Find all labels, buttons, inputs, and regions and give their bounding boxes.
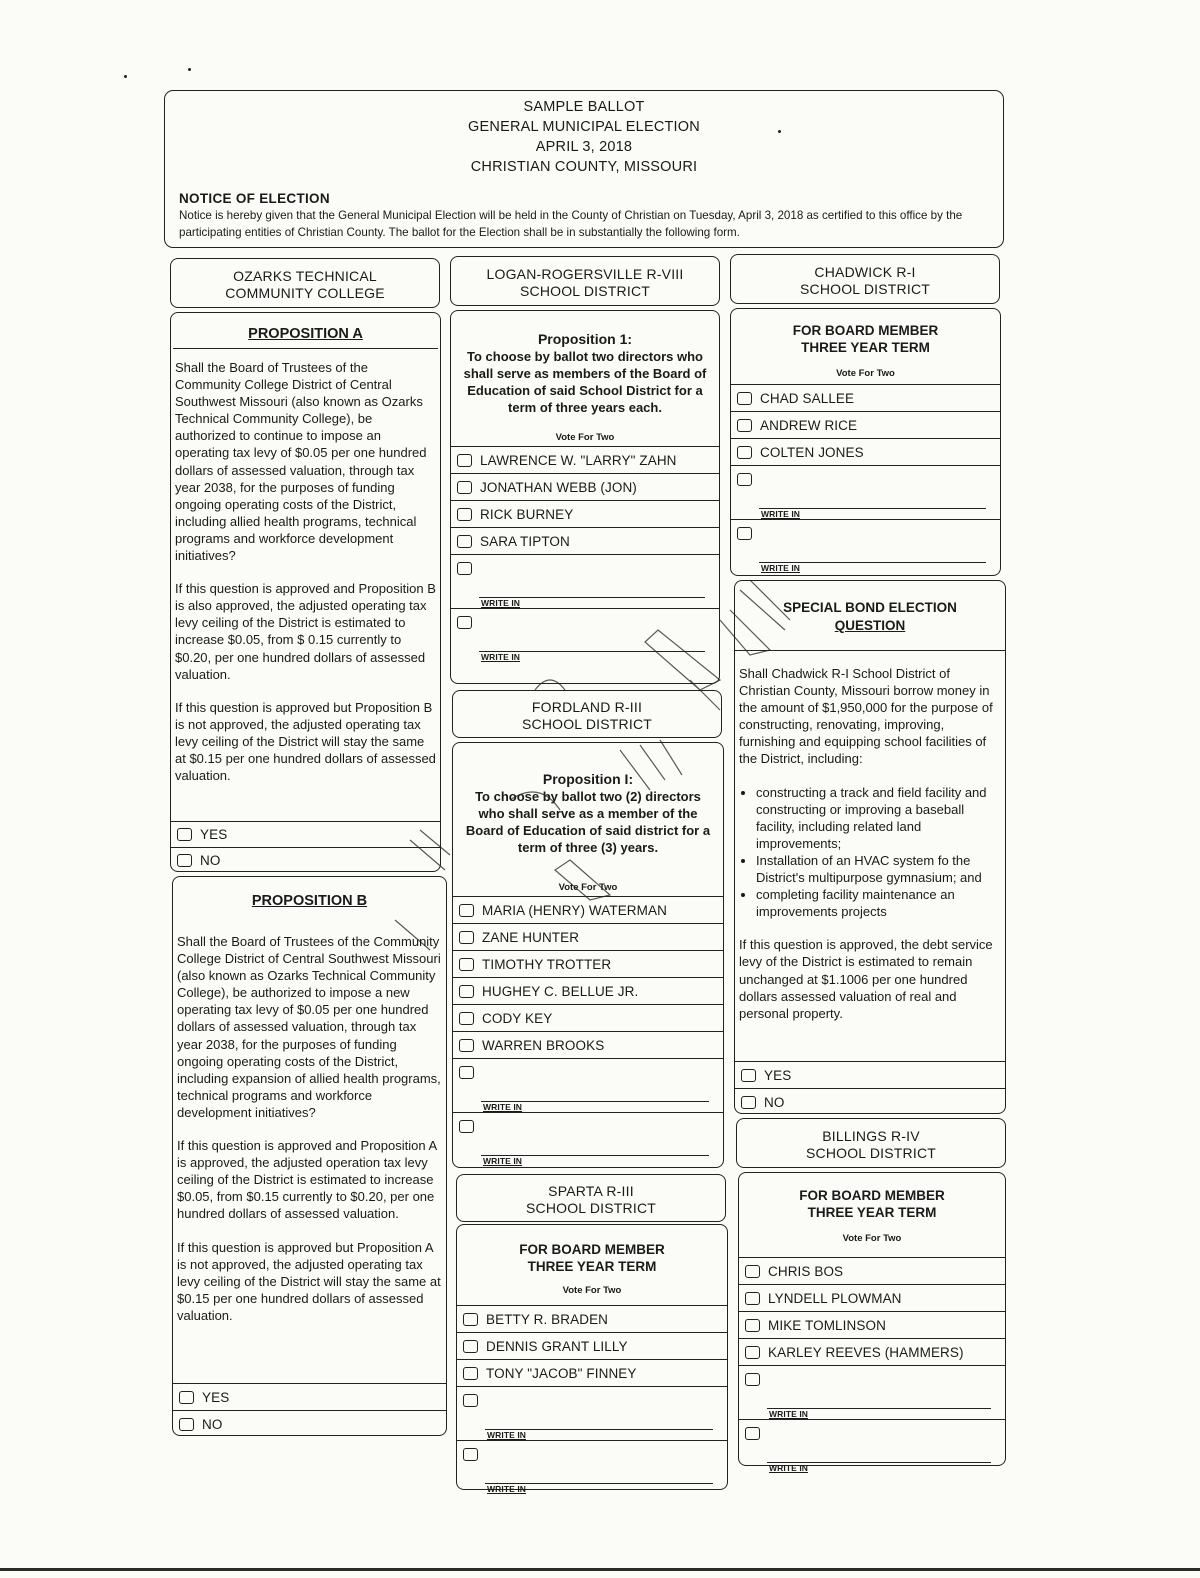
notice-title: NOTICE OF ELECTION (179, 191, 330, 206)
logan-candidate-row[interactable]: SARA TIPTON (451, 527, 719, 554)
write-in-label: WRITE IN (481, 598, 521, 608)
notice-text: Notice is hereby given that the General Municipal Election will be held in the County of Christian on Tuesday, April 3, 2018 as certified to this office by the participating entities of Christian County. The ballot for the Election shall be in substantially the following form. (179, 209, 963, 239)
proposition-a-heading: PROPOSITION A (173, 313, 438, 349)
checkbox[interactable] (459, 1120, 474, 1133)
chadwick-contest-box (730, 308, 1001, 576)
checkbox[interactable] (463, 1367, 478, 1380)
chadwick-write-in-row[interactable] (731, 519, 1000, 573)
election-name: GENERAL MUNICIPAL ELECTION (468, 119, 700, 135)
fordland-candidate-row[interactable]: TIMOTHY TROTTER (453, 950, 723, 977)
proposition-b-yes-option[interactable]: YES (173, 1383, 446, 1410)
fordland-prop-text: To choose by ballot two (2) directors who shall serve as a member of the Board of Education of said district for a term of three (3) years. (465, 789, 711, 855)
sparta-write-in-row[interactable] (457, 1440, 727, 1494)
fordland-candidate-row[interactable]: MARIA (HENRY) WATERMAN (453, 896, 723, 923)
billings-write-in-row[interactable] (739, 1419, 1005, 1473)
checkbox[interactable] (745, 1292, 760, 1305)
fordland-write-in-row[interactable] (453, 1112, 723, 1166)
checkbox[interactable] (737, 527, 752, 540)
billings-office-line1: FOR BOARD MEMBER (799, 1188, 945, 1203)
logan-write-in-row[interactable] (451, 554, 719, 608)
chadwick-office-line2: THREE YEAR TERM (801, 340, 930, 355)
proposition-a-yes-option[interactable]: YES (171, 821, 440, 847)
chadwick-candidate-row[interactable]: COLTEN JONES (731, 438, 1000, 465)
sparta-office-line2: THREE YEAR TERM (527, 1259, 657, 1274)
checkbox[interactable] (459, 958, 474, 971)
election-date: APRIL 3, 2018 (535, 139, 633, 155)
fordland-candidate-row[interactable]: WARREN BROOKS (453, 1031, 723, 1058)
scan-speck (124, 75, 127, 78)
logan-candidate-row[interactable]: JONATHAN WEBB (JON) (451, 473, 719, 500)
billings-district-header: BILLINGS R-IV SCHOOL DISTRICT (736, 1118, 1006, 1168)
checkbox[interactable] (459, 904, 474, 917)
sparta-candidate-row[interactable]: TONY "JACOB" FINNEY (457, 1359, 727, 1386)
proposition-a-box (170, 312, 441, 872)
sparta-contest-box (456, 1224, 728, 1494)
ballot-title: SAMPLE BALLOT (523, 99, 645, 115)
sparta-candidate-row[interactable]: DENNIS GRANT LILLY (457, 1332, 727, 1359)
checkbox[interactable] (463, 1340, 478, 1353)
checkbox[interactable] (177, 828, 192, 841)
write-in-label: WRITE IN (769, 1409, 809, 1419)
checkbox[interactable] (459, 1012, 474, 1025)
checkbox[interactable] (177, 854, 192, 867)
write-in-label: WRITE IN (487, 1430, 527, 1440)
ballot-header (164, 90, 1004, 248)
checkbox[interactable] (179, 1418, 194, 1431)
chadwick-bond-box (734, 580, 1006, 1114)
proposition-a-no-option[interactable]: NO (171, 847, 440, 873)
fordland-write-in-row[interactable] (453, 1058, 723, 1112)
logan-prop-text: To choose by ballot two directors who shall serve as members of the Board of Education of said School District for a term of three years each. (463, 349, 707, 415)
write-in-label: WRITE IN (487, 1484, 527, 1494)
checkbox[interactable] (741, 1069, 756, 1082)
checkbox[interactable] (457, 616, 472, 629)
bond-heading-line1: SPECIAL BOND ELECTION (783, 600, 957, 615)
logan-vote-for: Vote For Two (555, 432, 615, 443)
write-in-label: WRITE IN (481, 652, 521, 662)
logan-candidate-row[interactable]: LAWRENCE W. "LARRY" ZAHN (451, 446, 719, 473)
bond-yes-option[interactable]: YES (735, 1061, 1005, 1088)
checkbox[interactable] (457, 454, 472, 467)
chadwick-vote-for: Vote For Two (836, 368, 895, 379)
checkbox[interactable] (745, 1346, 760, 1359)
billings-contest-box (738, 1172, 1006, 1473)
fordland-candidate-row[interactable]: HUGHEY C. BELLUE JR. (453, 977, 723, 1004)
checkbox[interactable] (745, 1427, 760, 1440)
write-in-label: WRITE IN (769, 1463, 809, 1473)
write-in-label: WRITE IN (483, 1156, 523, 1166)
fordland-contest-box (452, 742, 724, 1168)
logan-prop-title: Proposition 1: (537, 331, 633, 347)
county-name: CHRISTIAN COUNTY, MISSOURI (470, 159, 698, 175)
billings-candidate-row[interactable]: LYNDELL PLOWMAN (739, 1284, 1005, 1311)
fordland-district-header: FORDLAND R-III SCHOOL DISTRICT (452, 690, 722, 738)
sparta-office-line1: FOR BOARD MEMBER (519, 1242, 665, 1257)
checkbox[interactable] (737, 473, 752, 486)
billings-candidate-row[interactable]: CHRIS BOS (739, 1257, 1005, 1284)
chadwick-candidate-row[interactable]: ANDREW RICE (731, 411, 1000, 438)
billings-candidate-row[interactable]: KARLEY REEVES (HAMMERS) (739, 1338, 1005, 1365)
chadwick-write-in-row[interactable] (731, 465, 1000, 519)
billings-write-in-row[interactable] (739, 1365, 1005, 1419)
checkbox[interactable] (745, 1319, 760, 1332)
checkbox[interactable] (457, 508, 472, 521)
checkbox[interactable] (737, 419, 752, 432)
checkbox[interactable] (459, 1039, 474, 1052)
sparta-candidate-row[interactable]: BETTY R. BRADEN (457, 1305, 727, 1332)
page-bottom-edge (0, 1568, 1200, 1571)
sparta-vote-for: Vote For Two (562, 1285, 622, 1296)
logan-write-in-row[interactable] (451, 608, 719, 662)
checkbox[interactable] (737, 392, 752, 405)
bond-no-option[interactable]: NO (735, 1088, 1005, 1115)
checkbox[interactable] (741, 1096, 756, 1109)
scan-speck (188, 68, 191, 71)
checkbox[interactable] (463, 1313, 478, 1326)
chadwick-district-header: CHADWICK R-I SCHOOL DISTRICT (730, 254, 1000, 304)
checkbox[interactable] (459, 1066, 474, 1079)
fordland-candidate-row[interactable]: CODY KEY (453, 1004, 723, 1031)
bond-bullet-item: • completing facility maintenance an improvements projects (756, 886, 1001, 920)
write-in-label: WRITE IN (761, 509, 801, 519)
billings-candidate-row[interactable]: MIKE TOMLINSON (739, 1311, 1005, 1338)
sparta-write-in-row[interactable] (457, 1386, 727, 1440)
proposition-a-text: Shall the Board of Trustees of the Community College District of Central Southwest Missouri (also known as Ozarks Technical Community College), be authorized to continue to impose an operating tax levy of $0.05 per one hundred dollars of assessed valuation, through tax year 2038, for the purposes of funding ongoing operating costs of the District, including allied health programs, technical programs and workforce development initiatives? If this question is approved and Proposition B is also approved, the adjusted operating tax levy ceiling of the District is estimated to increase $0.05, from $ 0.15 currently to $0.20, per one hundred dollars of assessed valuation. If this question is approved but Proposition B is not approved, the adjusted operating tax levy ceiling of the District will stay the same at $0.15 per one hundred dollars of assessed valuation. (175, 360, 436, 784)
proposition-b-heading: PROPOSITION B (251, 893, 368, 909)
bond-bullets (739, 784, 1001, 921)
checkbox[interactable] (459, 931, 474, 944)
sparta-district-header: SPARTA R-III SCHOOL DISTRICT (456, 1174, 726, 1222)
checkbox[interactable] (463, 1448, 478, 1461)
checkbox[interactable] (745, 1373, 760, 1386)
write-in-label: WRITE IN (761, 563, 801, 573)
ozarks-district-header: OZARKS TECHNICAL COMMUNITY COLLEGE (170, 258, 440, 308)
checkbox[interactable] (459, 985, 474, 998)
bond-bullet-item: • constructing a track and field facility and constructing or improving a baseball facility, including related land improvements; (756, 784, 1001, 852)
checkbox[interactable] (457, 481, 472, 494)
logan-district-header: LOGAN-ROGERSVILLE R-VIII SCHOOL DISTRICT (450, 256, 720, 306)
fordland-vote-for: Vote For Two (558, 882, 618, 893)
bond-bullet-item: • Installation of an HVAC system fo the District's multipurpose gymnasium; and (756, 852, 1001, 886)
billings-office-line2: THREE YEAR TERM (807, 1205, 937, 1220)
chadwick-office-line1: FOR BOARD MEMBER (792, 323, 939, 338)
proposition-b-no-option[interactable]: NO (173, 1410, 446, 1437)
fordland-candidate-row[interactable]: ZANE HUNTER (453, 923, 723, 950)
proposition-b-box (172, 876, 447, 1436)
checkbox[interactable] (463, 1394, 478, 1407)
checkbox[interactable] (457, 535, 472, 548)
checkbox[interactable] (179, 1391, 194, 1404)
logan-candidate-row[interactable]: RICK BURNEY (451, 500, 719, 527)
checkbox[interactable] (457, 562, 472, 575)
proposition-b-text: Shall the Board of Trustees of the Community College District of Central Southwest Missouri (also known as Ozarks Technical Community College), be authorized to impose a new operating tax levy of $0.05 per one hundred dollars of assessed valuation, through tax year 2038, for the purposes of funding ongoing operating costs of the District, including expansion of allied health programs, technical programs and workforce development initiatives? If this question is approved and Proposition A is approved, the adjusted operation tax levy ceiling of the District is estimated to increase $0.05, from $0.15 currently to $0.20, per one hundred dollars of assessed valuation. If this question is approved but Proposition A is not approved, the adjusted operating tax levy ceiling of the District will stay the same at $0.15 per one hundred dollars of assessed valuation. (177, 934, 441, 1323)
chadwick-candidate-row[interactable]: CHAD SALLEE (731, 384, 1000, 411)
billings-vote-for: Vote For Two (842, 1233, 902, 1244)
logan-contest-box (450, 310, 720, 684)
bond-text: Shall Chadwick R-I School District of Christian County, Missouri borrow money in the amount of $1,950,000 for the purpose of constructing, renovating, improving, furnishing and equipping school facilities of the District, including: • constructing a track and field facility and constructing or improving a baseball facility, including related land improvements; • Installation of an HVAC system fo the District's multipurpose gymnasium; and • completing facility maintenance an improvements projects If this question is approved, the debt service levy of the District is estimated to remain unchanged at $1.1006 per one hundred dollars assessed valuation of real and personal property. (735, 651, 1005, 1022)
checkbox[interactable] (745, 1265, 760, 1278)
checkbox[interactable] (737, 446, 752, 459)
write-in-label: WRITE IN (483, 1102, 523, 1112)
fordland-prop-title: Proposition I: (542, 771, 634, 787)
bond-heading-line2: QUESTION (834, 618, 906, 633)
